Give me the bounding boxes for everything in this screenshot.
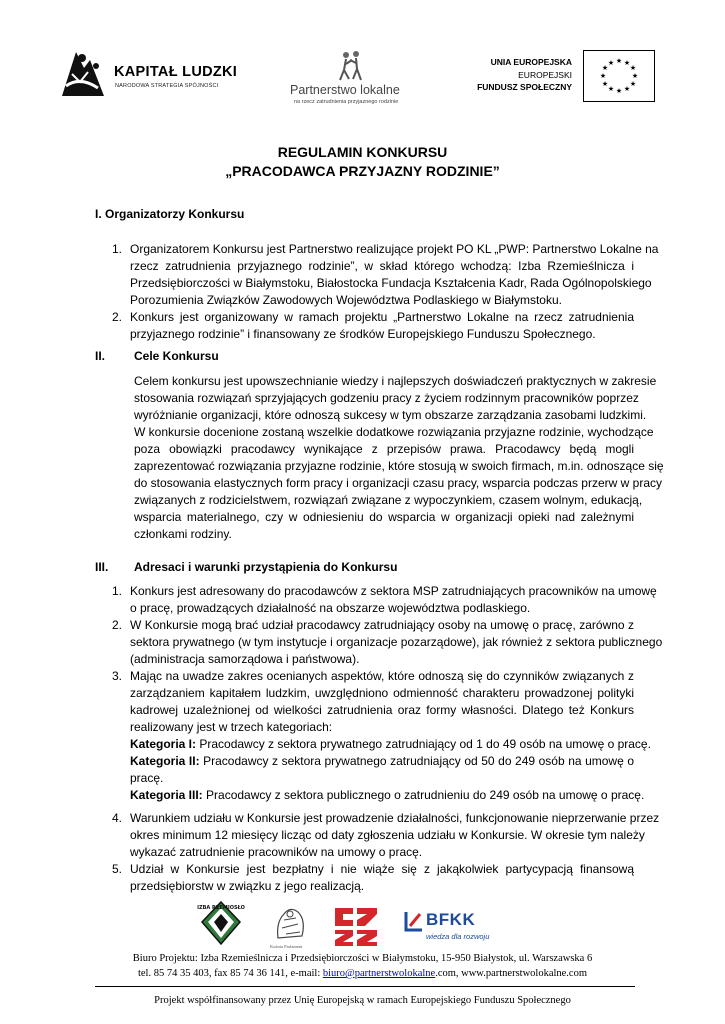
- s3-item-4-number: 4.: [112, 811, 123, 825]
- svg-text:★: ★: [631, 72, 639, 80]
- footer-contact-prefix: tel. 85 74 35 403, fax 85 74 36 141, e-mail:: [137, 968, 323, 979]
- s3-item-5-line: przedsiębiorstw w związku z jego realizacją.: [130, 879, 365, 893]
- eu-efs-logo: [470, 50, 660, 108]
- s3-item-4-line: Warunkiem udziału w Konkursie jest prowadzenie działalności, funkcjonowanie nieprzerwanie przez: [130, 811, 660, 825]
- category-3-label: Kategoria III:: [130, 788, 203, 802]
- partnerstwo-subtitle: na rzecz zatrudnienia przyjaznego rodzinie: [294, 99, 399, 105]
- s2-paragraph-line: stosowania rozwiązań sprzyjających godzeniu pracy z życiem rodzinnym pracowników poprzez: [134, 391, 639, 405]
- footer-contact-suffix: .com, www.partnerstwolokalne.com: [435, 968, 588, 979]
- s2-paragraph-line: związanych z rodzicielstwem, rozwiązań związane z wypoczynkiem, czasem wolnym, edukacją,: [134, 493, 643, 507]
- s1-item-1-line: Organizatorem Konkursu jest Partnerstwo realizujące projekt PO KL „PWP: Partnerstwo Lokalne na: [130, 242, 659, 256]
- s1-item-1-line: rzecz zatrudnienia przyjaznego rodzinie”, w skład którego wchodzą: Izba Rzemieślnicza i: [130, 259, 634, 273]
- s3-item-2-line: (administracja samorządowa i państwowa).: [130, 652, 360, 666]
- svg-text:★: ★: [599, 72, 607, 80]
- s3-item-1-line: o pracę, prowadzących działalność na obszarze województwa podlaskiego.: [130, 601, 531, 615]
- s3-item-1-line: Konkurs jest adresowany do pracodawców z sektora MSP zatrudniających pracowników na umowę: [130, 584, 657, 598]
- category-3-text: Pracodawcy z sektora publicznego o zatrudnieniu do 249 osób na umowę o pracę.: [202, 788, 645, 802]
- kapital-ludzki-logo: [58, 46, 248, 104]
- section-2-number: II.: [95, 349, 106, 363]
- s3-item-4-line: okres minimum 12 miesięcy licząc od daty zgłoszenia udziału w Konkursie. W okresie tym należy: [130, 828, 645, 842]
- bfkk-logo: [404, 908, 504, 948]
- ue-line-1: UNIA EUROPEJSKA: [490, 57, 572, 67]
- bfkk-name: BFKK: [426, 910, 476, 929]
- s3-item-1-number: 1.: [112, 584, 123, 598]
- partnerstwo-figures-icon: [336, 50, 366, 82]
- s2-paragraph-line: do stosowania elastycznych form pracy i organizacji czasu pracy, wsparcia podczas przerw w pracy: [134, 476, 662, 490]
- s3-item-4-line: wykazać zatrudnienie pracowników na umowy o pracę.: [130, 845, 423, 859]
- s3-item-5-number: 5.: [112, 862, 123, 876]
- category-2-continued: pracę.: [130, 771, 164, 785]
- footer-email-link[interactable]: biuro@partnerstwolokalne: [322, 968, 436, 979]
- svg-text:★: ★: [601, 80, 609, 88]
- section-3-heading: Adresaci i warunki przystąpienia do Konkursu: [134, 560, 398, 574]
- kapital-ludzki-title: KAPITAŁ LUDZKI: [114, 64, 238, 80]
- section-2-heading: Cele Konkursu: [134, 349, 219, 363]
- category-2-text: Pracodawcy z sektora prywatnego zatrudniający od 50 do 249 osób na umowę o: [199, 754, 634, 768]
- footer-contact: [0, 968, 725, 979]
- s2-paragraph-line: poza obowiązki pracodawcy wynikające z przepisów prawa. Pracodawcy będą mogli: [134, 442, 634, 456]
- ue-line-3: FUNDUSZ SPOŁECZNY: [477, 82, 572, 92]
- s1-item-2-number: 2.: [112, 310, 123, 324]
- bfkk-mark-icon: [404, 910, 424, 932]
- s1-item-1-line: Przedsiębiorczości w Białymstoku, Białostocka Fundacja Kształcenia Kadr, Rada Ogólnopolskiego: [130, 276, 652, 290]
- s3-item-2-line: sektora prywatnego (w tym instytucje i organizacje pozarządowe), jak również z sektora publicznego: [130, 635, 663, 649]
- document-title-line-2: „PRACODAWCA PRZYJAZNY RODZINIE”: [225, 163, 500, 179]
- kapital-ludzki-subtitle: NARODOWA STRATEGIA SPÓJNOŚCI: [115, 83, 219, 89]
- footer-cofinanced: Projekt współfinansowany przez Unię Europejską w ramach Europejskiego Funduszu Społecznego: [154, 995, 571, 1006]
- s3-item-3-line: Mając na uwadze zakres ocenianych aspektów, które odnoszą się do czynników związanych z: [130, 669, 634, 683]
- svg-text:★: ★: [629, 80, 637, 88]
- s2-paragraph-line: wsparcia materialnego, czy w odniesieniu do wsparcia w organizacji opieki nad zależnymi: [134, 510, 634, 524]
- zzw-red-logo-icon: [333, 904, 379, 948]
- category-2: [130, 753, 634, 770]
- category-3: [130, 787, 644, 804]
- document-title-line-1: REGULAMIN KONKURSU: [277, 144, 448, 160]
- svg-text:★: ★: [607, 59, 615, 67]
- s2-paragraph-line: Celem konkursu jest upowszechnianie wiedzy i najlepszych doświadczeń praktycznych w zakresie: [134, 374, 657, 388]
- kuznia-caption: Kuźnia Parlament: [270, 944, 303, 949]
- s1-item-2-line: przyjaznego rodzinie” i finansowany ze środków Europejskiego Funduszu Społecznego.: [130, 327, 596, 341]
- category-1-text: Pracodawcy z sektora prywatnego zatrudniający od 1 do 49 osób na umowę o pracę.: [196, 737, 651, 751]
- svg-text:★: ★: [623, 59, 631, 67]
- s2-paragraph-line: członkami rodziny.: [134, 527, 232, 541]
- svg-text:★: ★: [623, 85, 631, 93]
- category-1: [130, 736, 651, 753]
- s3-item-2-line: W Konkursie mogą brać udział pracodawcy zatrudniający osoby na umowę o pracę, zarówno z: [130, 618, 634, 632]
- section-1-heading: I. Organizatorzy Konkursu: [95, 207, 245, 221]
- izba-logo-text: IZBA RZEMIOSŁO: [197, 905, 245, 911]
- s2-paragraph-line: wyróżnianie organizacji, które odnoszą sukcesy w tym obszarze zarządzania zasobami ludzkimi.: [134, 408, 647, 422]
- s1-item-1-line: Porozumienia Związków Zawodowych Województwa Podlaskiego w Białymstoku.: [130, 293, 562, 307]
- s3-item-5-line: Udział w Konkursie jest bezpłatny i nie wiąże się z jakąkolwiek partycypacją finansową: [130, 862, 634, 876]
- section-3-number: III.: [95, 560, 109, 574]
- svg-text:★: ★: [629, 64, 637, 72]
- s3-item-3-line: kadrowej uzależnionej od wielkości zatrudnienia oraz formy własności. Dlatego też Konkurs: [130, 703, 634, 717]
- s3-item-3-line: realizowany jest w trzech kategoriach:: [130, 720, 333, 734]
- izba-rzemioslo-logo-icon: [197, 900, 245, 946]
- ue-line-2: EUROPEJSKI: [518, 70, 572, 80]
- svg-text:★: ★: [601, 64, 609, 72]
- bfkk-tagline: wiedza dla rozwoju: [426, 932, 490, 941]
- footer-divider: [95, 986, 635, 987]
- category-1-label: Kategoria I:: [130, 737, 197, 751]
- kapital-ludzki-emblem-icon: [58, 46, 106, 100]
- partnerstwo-title: Partnerstwo lokalne: [290, 83, 400, 97]
- s1-item-1-number: 1.: [112, 242, 123, 256]
- svg-text:★: ★: [615, 57, 623, 65]
- footer-address: Biuro Projektu: Izba Rzemieślnicza i Przedsiębiorczości w Białymstoku, 15-950 Białystok, ul. Warszawska 6: [132, 953, 593, 964]
- partnerstwo-lokalne-logo: [286, 50, 426, 108]
- kuznia-logo-icon: [270, 902, 310, 944]
- svg-text:★: ★: [607, 85, 615, 93]
- s3-item-3-line: zarządzaniem kapitałem ludzkim, uwzględniono odmienność charakteru prowadzonej polityki: [130, 686, 634, 700]
- s2-paragraph-line: zaprezentować rozwiązania przyjazne rodzinie, które stosują w swoich firmach, m.in. odnoszące się: [134, 459, 664, 473]
- eu-flag-icon: [583, 50, 655, 102]
- category-2-label: Kategoria II:: [130, 754, 200, 768]
- s3-item-2-number: 2.: [112, 618, 123, 632]
- s2-paragraph-line: W konkursie docenione zostaną wszelkie dodatkowe rozwiązania przyjazne rodzinie, wychodzące: [134, 425, 654, 439]
- s1-item-2-line: Konkurs jest organizowany w ramach projektu „Partnerstwo Lokalne na rzecz zatrudnienia: [130, 310, 634, 324]
- svg-text:★: ★: [615, 87, 623, 95]
- s3-item-3-number: 3.: [112, 669, 123, 683]
